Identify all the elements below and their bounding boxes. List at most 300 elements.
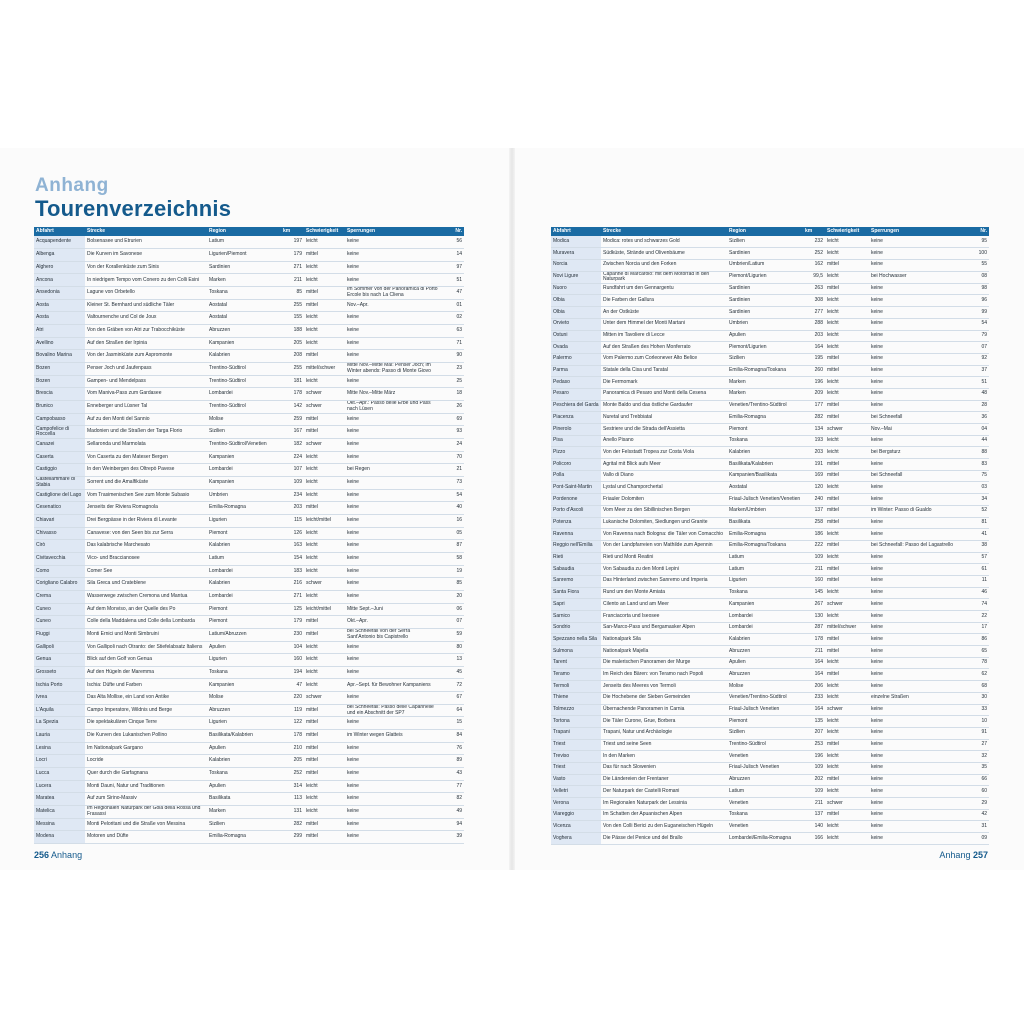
cell-region: Kalabrien: [207, 578, 281, 591]
cell-km: 220: [281, 692, 304, 705]
table-row: [34, 350, 464, 363]
cell-region: Molise: [727, 681, 803, 693]
cell-nr: 36: [967, 412, 989, 424]
cell-km: 252: [803, 248, 825, 260]
cell-schwierigkeit: leicht: [825, 295, 869, 307]
cell-km: 162: [803, 259, 825, 271]
table-row: [551, 575, 989, 587]
cell-km: 211: [803, 798, 825, 810]
table-row: [551, 424, 989, 436]
cell-abfahrt: Castellammare di Stabia: [34, 476, 85, 489]
table-row: [551, 271, 989, 283]
cell-km: 107: [281, 464, 304, 477]
cell-km: 109: [803, 552, 825, 564]
cell-region: Kampanien: [207, 679, 281, 692]
cell-strecke: Monti Dauni, Natur und Traditionen: [85, 780, 207, 793]
cell-region: Piemont/Ligurien: [727, 342, 803, 354]
cell-strecke: Vallo di Diano: [601, 470, 727, 482]
cell-nr: 63: [441, 325, 464, 338]
cell-strecke: Von der Felsstadt Tropea zur Costa Viola: [601, 447, 727, 459]
cell-km: 164: [803, 704, 825, 716]
cell-schwierigkeit: leicht: [825, 821, 869, 833]
cell-nr: 80: [441, 641, 464, 654]
cell-strecke: Rundfahrt um den Gennargentu: [601, 283, 727, 295]
col-header-schwierigkeit: Schwierigkeit: [825, 227, 869, 236]
cell-schwierigkeit: mittel: [304, 287, 345, 300]
cell-schwierigkeit: leicht: [825, 248, 869, 260]
cell-abfahrt: Pinerolo: [551, 424, 601, 436]
cell-nr: 24: [441, 439, 464, 452]
cell-nr: 73: [441, 476, 464, 489]
table-row: [34, 641, 464, 654]
cell-km: 126: [281, 527, 304, 540]
cell-region: Venetien: [727, 798, 803, 810]
table-row: [34, 363, 464, 376]
cell-km: 208: [281, 350, 304, 363]
cell-strecke: Auf den Hügeln der Maremma: [85, 666, 207, 679]
cell-sperrungen: keine: [869, 529, 967, 541]
cell-sperrungen: einzelne Straßen: [869, 692, 967, 704]
cell-schwierigkeit: mittel: [825, 470, 869, 482]
table-row: [34, 666, 464, 679]
cell-abfahrt: Pedaso: [551, 377, 601, 389]
cell-km: 188: [281, 325, 304, 338]
cell-schwierigkeit: mittel: [304, 350, 345, 363]
cell-region: Trentino-Südtirol: [207, 375, 281, 388]
table-row: [551, 646, 989, 658]
cell-km: 222: [803, 540, 825, 552]
cell-region: Latium/Abruzzen: [207, 628, 281, 641]
cell-region: Sardinien: [727, 283, 803, 295]
cell-km: 277: [803, 307, 825, 319]
cell-region: Apulien: [727, 657, 803, 669]
col-header-strecke: Strecke: [85, 227, 207, 236]
cell-strecke: Mitten im Tavoliere di Lecce: [601, 330, 727, 342]
cell-sperrungen: bei Regen: [345, 464, 441, 477]
cell-schwierigkeit: leicht: [825, 236, 869, 248]
cell-sperrungen: keine: [345, 451, 441, 464]
page-number-right: 257: [972, 850, 988, 860]
cell-schwierigkeit: leicht: [304, 679, 345, 692]
cell-region: Basilikata: [207, 793, 281, 806]
cell-strecke: Wasserwege zwischen Cremona und Mantua: [85, 590, 207, 603]
cell-nr: 07: [441, 616, 464, 629]
cell-schwierigkeit: mittel: [304, 413, 345, 426]
cell-sperrungen: Apr.–Sept. für Bewohner Kampaniens: [345, 679, 441, 692]
cell-km: 130: [803, 611, 825, 623]
cell-sperrungen: keine: [869, 318, 967, 330]
cell-schwierigkeit: mittel: [825, 505, 869, 517]
cell-km: 164: [803, 669, 825, 681]
cell-sperrungen: keine: [345, 641, 441, 654]
cell-nr: 69: [441, 413, 464, 426]
cell-region: Venetien: [727, 821, 803, 833]
cell-sperrungen: keine: [345, 793, 441, 806]
cell-schwierigkeit: schwer: [304, 388, 345, 401]
cell-schwierigkeit: mittel: [825, 459, 869, 471]
cell-strecke: Capanne di Marcarolo: mit dem Motorrad in den Naturpark: [601, 271, 727, 283]
cell-abfahrt: Velletri: [551, 786, 601, 798]
cell-schwierigkeit: leicht/mittel: [304, 603, 345, 616]
cell-region: Sardinien: [727, 295, 803, 307]
cell-schwierigkeit: schwer: [825, 424, 869, 436]
cell-abfahrt: Policoro: [551, 459, 601, 471]
cell-km: 255: [281, 299, 304, 312]
cell-km: 205: [281, 755, 304, 768]
cell-abfahrt: Chivasso: [34, 527, 85, 540]
table-row: [551, 505, 989, 517]
cell-schwierigkeit: leicht: [304, 666, 345, 679]
cell-strecke: An der Ostküste: [601, 307, 727, 319]
cell-schwierigkeit: mittel: [825, 353, 869, 365]
cell-km: 178: [281, 730, 304, 743]
cell-abfahrt: Potenza: [551, 517, 601, 529]
cell-abfahrt: Olbia: [551, 307, 601, 319]
cell-nr: 56: [441, 236, 464, 249]
cell-strecke: Nationalpark Sila: [601, 634, 727, 646]
cell-sperrungen: keine: [869, 330, 967, 342]
cell-region: Emilia-Romagna/Toskana: [727, 365, 803, 377]
cell-strecke: Enneberger und Lüsner Tal: [85, 401, 207, 414]
table-row: [34, 628, 464, 641]
table-row: [551, 681, 989, 693]
cell-region: Kalabrien: [207, 755, 281, 768]
cell-sperrungen: bei Hochwasser: [869, 271, 967, 283]
cell-sperrungen: keine: [345, 413, 441, 426]
cell-km: 99,5: [803, 271, 825, 283]
cell-region: Friaul-Julisch Venetien: [727, 704, 803, 716]
cell-abfahrt: Bozen: [34, 363, 85, 376]
cell-strecke: In den Marken: [601, 751, 727, 763]
cell-abfahrt: Norcia: [551, 259, 601, 271]
cell-region: Toskana: [727, 809, 803, 821]
cell-nr: 61: [967, 564, 989, 576]
cell-region: Sizilien: [727, 353, 803, 365]
cell-nr: 23: [441, 363, 464, 376]
cell-sperrungen: keine: [345, 350, 441, 363]
cell-nr: 76: [441, 742, 464, 755]
cell-km: 191: [803, 459, 825, 471]
cell-km: 193: [803, 435, 825, 447]
cell-strecke: In niedrigem Tempo vom Conero zu den Colli Esini: [85, 274, 207, 287]
cell-km: 263: [803, 283, 825, 295]
cell-schwierigkeit: mittel: [825, 365, 869, 377]
cell-nr: 81: [967, 517, 989, 529]
table-row: [34, 704, 464, 717]
cell-nr: 14: [441, 249, 464, 262]
table-row: [34, 692, 464, 705]
cell-sperrungen: keine: [345, 337, 441, 350]
footer-left: [34, 850, 82, 860]
cell-nr: 62: [967, 669, 989, 681]
table-row: [34, 337, 464, 350]
cell-schwierigkeit: leicht: [825, 692, 869, 704]
cell-region: Apulien: [727, 330, 803, 342]
cell-schwierigkeit: leicht: [304, 540, 345, 553]
cell-region: Friaul-Julisch Venetien/Venetien: [727, 494, 803, 506]
cell-region: Marken: [207, 274, 281, 287]
cell-strecke: Sila Greca und Crateblene: [85, 578, 207, 591]
cell-region: Basilikata/Kalabrien: [207, 730, 281, 743]
cell-region: Sizilien: [207, 426, 281, 439]
cell-strecke: Sorrent und die Amalfiküste: [85, 476, 207, 489]
cell-km: 233: [803, 692, 825, 704]
cell-sperrungen: keine: [345, 514, 441, 527]
table-row: [34, 831, 464, 844]
cell-km: 203: [281, 502, 304, 515]
cell-sperrungen: keine: [869, 833, 967, 845]
cell-schwierigkeit: leicht/mittel: [304, 514, 345, 527]
cell-nr: 29: [967, 798, 989, 810]
table-row: [551, 587, 989, 599]
cell-abfahrt: Peschiera del Garda: [551, 400, 601, 412]
cell-abfahrt: Treviso: [551, 751, 601, 763]
cell-nr: 40: [441, 502, 464, 515]
cell-strecke: Die Täler Curone, Grue, Borbera: [601, 716, 727, 728]
cell-region: Abruzzen: [727, 669, 803, 681]
cell-km: 186: [803, 529, 825, 541]
cell-schwierigkeit: mittel: [304, 299, 345, 312]
cell-strecke: Canavese: von den Seen bis zur Serra: [85, 527, 207, 540]
cell-nr: 83: [967, 459, 989, 471]
cell-schwierigkeit: leicht: [304, 780, 345, 793]
cell-abfahrt: Ancona: [34, 274, 85, 287]
cell-schwierigkeit: leicht: [825, 611, 869, 623]
cell-schwierigkeit: mittel: [304, 818, 345, 831]
cell-schwierigkeit: mittel: [825, 259, 869, 271]
table-row: [34, 793, 464, 806]
cell-km: 145: [803, 587, 825, 599]
cell-region: Aostatal: [727, 482, 803, 494]
cell-km: 125: [281, 603, 304, 616]
table-row: [551, 611, 989, 623]
cell-schwierigkeit: leicht: [825, 447, 869, 459]
cell-nr: 86: [967, 634, 989, 646]
cell-km: 205: [281, 337, 304, 350]
cell-strecke: Sestriere und die Strada dell'Assietta: [601, 424, 727, 436]
cell-km: 178: [803, 634, 825, 646]
cell-abfahrt: Lauria: [34, 730, 85, 743]
cell-sperrungen: keine: [869, 798, 967, 810]
cell-region: Latium: [207, 552, 281, 565]
cell-km: 195: [803, 353, 825, 365]
cell-sperrungen: keine: [869, 295, 967, 307]
cell-schwierigkeit: leicht: [825, 681, 869, 693]
cell-strecke: Monti Ernici und Monti Simbruini: [85, 628, 207, 641]
cell-region: Trentino-Südtirol: [727, 739, 803, 751]
table-row: [34, 818, 464, 831]
table-row: [551, 517, 989, 529]
cell-sperrungen: keine: [869, 599, 967, 611]
cell-region: Toskana: [207, 287, 281, 300]
cell-sperrungen: bei Schneefall: [869, 412, 967, 424]
cell-nr: 15: [441, 717, 464, 730]
cell-abfahrt: Genua: [34, 654, 85, 667]
cell-strecke: Von der Korallenküste zum Sinis: [85, 261, 207, 274]
cell-sperrungen: keine: [345, 540, 441, 553]
cell-abfahrt: Voghera: [551, 833, 601, 845]
cell-region: Sizilien: [727, 236, 803, 248]
cell-sperrungen: keine: [869, 704, 967, 716]
cell-nr: 27: [967, 739, 989, 751]
cell-strecke: Die Kurven des Lukanischen Pollino: [85, 730, 207, 743]
table-row: [551, 482, 989, 494]
cell-sperrungen: keine: [869, 575, 967, 587]
cell-nr: 89: [441, 755, 464, 768]
table-row: [551, 470, 989, 482]
cell-strecke: Lukanische Dolomiten, Siedlungen und Granite: [601, 517, 727, 529]
table-row: [34, 603, 464, 616]
table-row: [34, 616, 464, 629]
table-row: [34, 742, 464, 755]
cell-sperrungen: keine: [869, 517, 967, 529]
cell-region: Latium: [727, 786, 803, 798]
cell-abfahrt: Thiene: [551, 692, 601, 704]
table-row: [551, 447, 989, 459]
table-row: [34, 476, 464, 489]
cell-abfahrt: Cesenatico: [34, 502, 85, 515]
table-row: [34, 426, 464, 439]
col-header-strecke: Strecke: [601, 227, 727, 236]
cell-schwierigkeit: leicht: [304, 527, 345, 540]
cell-strecke: Das Hinterland zwischen Sanremo und Imperia: [601, 575, 727, 587]
cell-nr: 57: [967, 552, 989, 564]
cell-schwierigkeit: mittel: [304, 742, 345, 755]
col-header-nr: Nr.: [441, 227, 464, 236]
cell-sperrungen: keine: [869, 236, 967, 248]
table-row: [34, 261, 464, 274]
cell-strecke: Friauler Dolomiten: [601, 494, 727, 506]
cell-region: Lombardei: [207, 388, 281, 401]
cell-schwierigkeit: leicht: [825, 716, 869, 728]
table-row: [34, 287, 464, 300]
cell-nr: 54: [441, 489, 464, 502]
cell-strecke: Lystal und Champorchertal: [601, 482, 727, 494]
cell-abfahrt: Ostuni: [551, 330, 601, 342]
cell-sperrungen: keine: [869, 774, 967, 786]
cell-sperrungen: keine: [869, 681, 967, 693]
table-row: [551, 353, 989, 365]
cell-sperrungen: keine: [345, 565, 441, 578]
cell-strecke: Von der Jasminküste zum Aspromonte: [85, 350, 207, 363]
cell-schwierigkeit: mittel/schwer: [825, 622, 869, 634]
cell-schwierigkeit: mittel: [825, 540, 869, 552]
cell-schwierigkeit: leicht: [304, 793, 345, 806]
cell-region: Marken: [727, 388, 803, 400]
table-row: [551, 365, 989, 377]
cell-km: 288: [803, 318, 825, 330]
cell-abfahrt: Tolmezzo: [551, 704, 601, 716]
cell-strecke: Statale della Cisa und Taratal: [601, 365, 727, 377]
cell-sperrungen: keine: [869, 365, 967, 377]
cell-nr: 37: [967, 365, 989, 377]
cell-km: 183: [281, 565, 304, 578]
section-heading: Anhang: [35, 175, 109, 196]
cell-sperrungen: keine: [869, 435, 967, 447]
cell-region: Kalabrien: [727, 634, 803, 646]
cell-strecke: Im Regionalen Naturpark der Gola della Rossa und Frasassi: [85, 806, 207, 819]
cell-nr: 96: [967, 295, 989, 307]
cell-km: 282: [281, 818, 304, 831]
cell-nr: 59: [441, 628, 464, 641]
table-row: [34, 565, 464, 578]
cell-km: 260: [803, 365, 825, 377]
cell-schwierigkeit: mittel: [825, 517, 869, 529]
cell-region: Emilia-Romagna/Toskana: [727, 540, 803, 552]
cell-km: 196: [803, 377, 825, 389]
cell-strecke: Colle della Maddalena und Colle della Lombarda: [85, 616, 207, 629]
table-row: [34, 806, 464, 819]
cell-region: Kalabrien: [207, 350, 281, 363]
cell-km: 287: [803, 622, 825, 634]
cell-sperrungen: keine: [345, 831, 441, 844]
cell-sperrungen: keine: [345, 249, 441, 262]
cell-abfahrt: Ravenna: [551, 529, 601, 541]
cell-region: Friaul-Julisch Venetien: [727, 762, 803, 774]
cell-region: Toskana: [207, 666, 281, 679]
cell-region: Molise: [207, 692, 281, 705]
cell-schwierigkeit: leicht: [825, 271, 869, 283]
cell-region: Molise: [207, 413, 281, 426]
cell-region: Marken/Umbrien: [727, 505, 803, 517]
cell-sperrungen: keine: [869, 669, 967, 681]
cell-strecke: Im Schatten der Apuanischen Alpen: [601, 809, 727, 821]
cell-schwierigkeit: leicht: [825, 318, 869, 330]
cell-abfahrt: Cuneo: [34, 603, 85, 616]
cell-nr: 13: [441, 654, 464, 667]
cell-km: 197: [281, 236, 304, 249]
cell-schwierigkeit: leicht: [304, 261, 345, 274]
table-row: [551, 751, 989, 763]
cell-nr: 04: [967, 424, 989, 436]
cell-abfahrt: Porto d'Ascoli: [551, 505, 601, 517]
table-row: [551, 295, 989, 307]
cell-km: 206: [803, 681, 825, 693]
cell-km: 169: [803, 470, 825, 482]
cell-km: 252: [281, 768, 304, 781]
table-row: [34, 464, 464, 477]
cell-km: 178: [281, 388, 304, 401]
table-header-row: [34, 227, 464, 236]
cell-region: Toskana: [727, 587, 803, 599]
cell-strecke: Kleiner St. Bernhard und südliche Täler: [85, 299, 207, 312]
cell-nr: 51: [441, 274, 464, 287]
cell-nr: 97: [441, 261, 464, 274]
col-header-region: Region: [207, 227, 281, 236]
cell-nr: 64: [441, 704, 464, 717]
cell-nr: 79: [967, 330, 989, 342]
cell-strecke: Die Hochebene der Sieben Gemeinden: [601, 692, 727, 704]
cell-region: Venetien: [727, 751, 803, 763]
cell-sperrungen: keine: [869, 459, 967, 471]
cell-km: 109: [803, 786, 825, 798]
cell-abfahrt: Spezzano nella Sila: [551, 634, 601, 646]
cell-sperrungen: keine: [869, 248, 967, 260]
cell-sperrungen: keine: [869, 611, 967, 623]
cell-km: 194: [281, 666, 304, 679]
table-row: [551, 400, 989, 412]
cell-nr: 03: [967, 482, 989, 494]
table-row: [34, 388, 464, 401]
cell-region: Venetien/Trentino-Südtirol: [727, 400, 803, 412]
table-row: [551, 459, 989, 471]
cell-strecke: Anello Pisano: [601, 435, 727, 447]
cell-region: Lombardei: [207, 565, 281, 578]
cell-km: 104: [281, 641, 304, 654]
cell-abfahrt: Sapri: [551, 599, 601, 611]
cell-abfahrt: Pisa: [551, 435, 601, 447]
cell-schwierigkeit: leicht: [825, 552, 869, 564]
